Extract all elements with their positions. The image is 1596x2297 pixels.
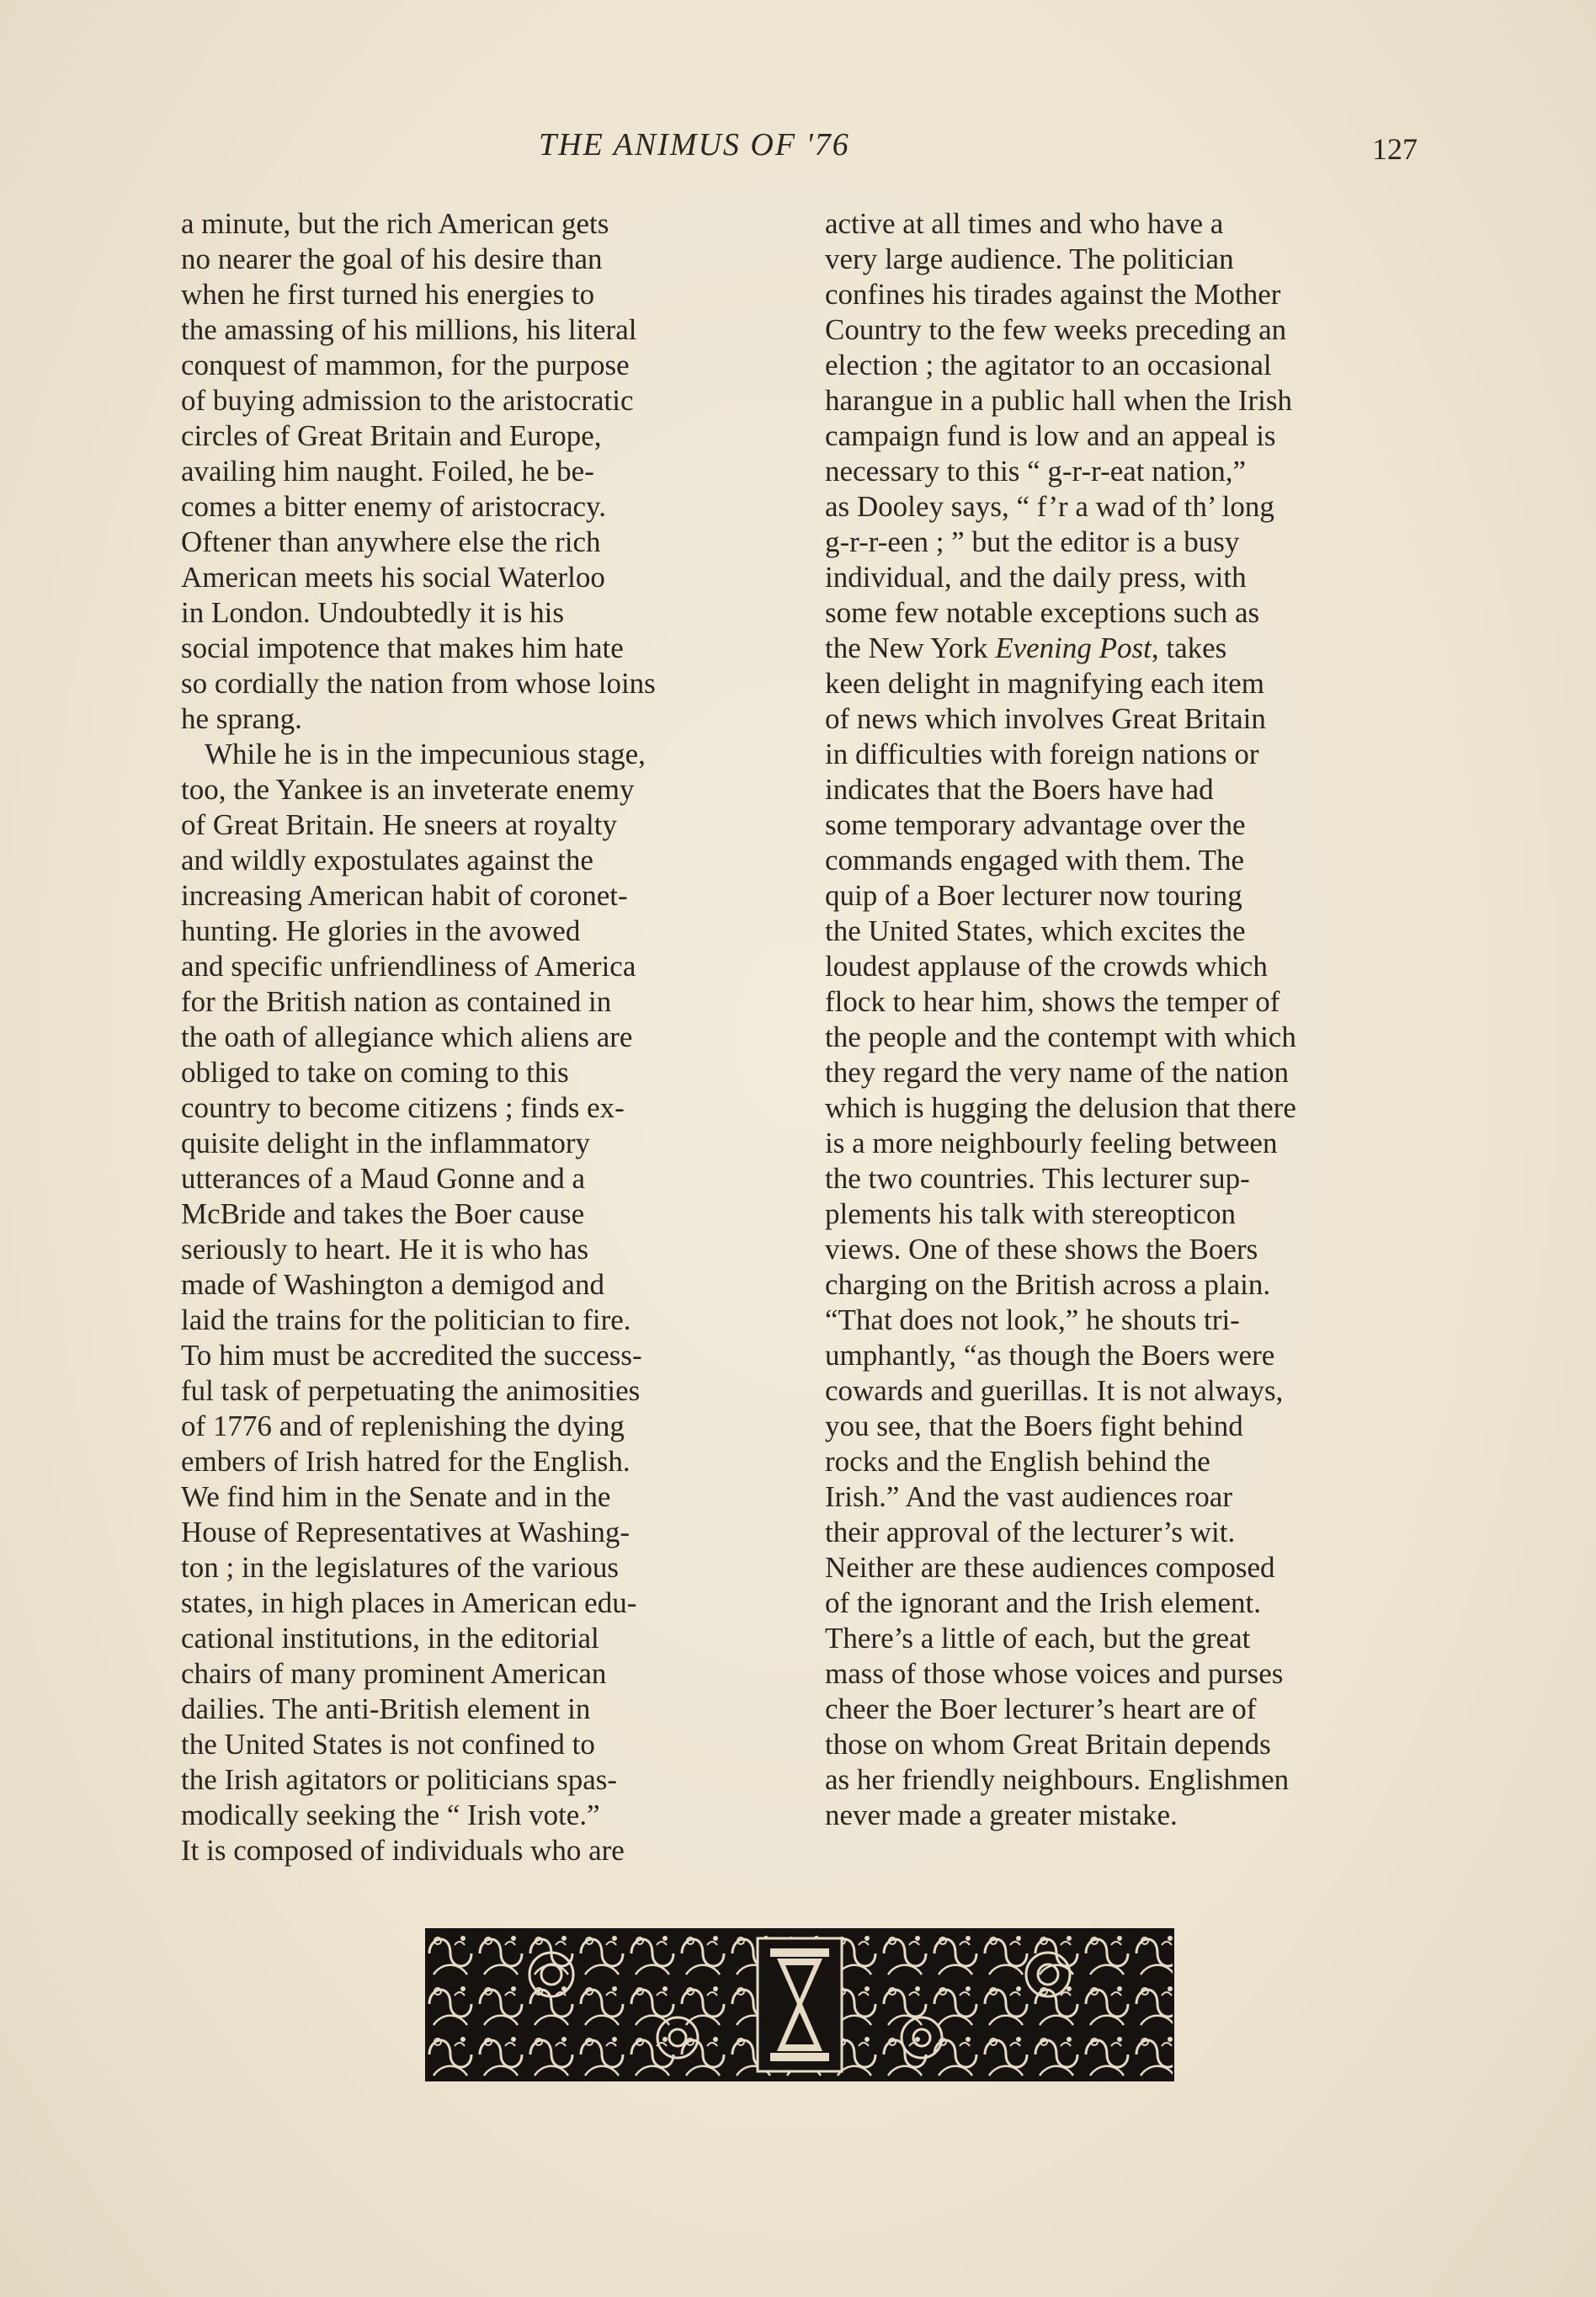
text-line: indicates that the Boers have had: [825, 773, 1214, 806]
text-line: no nearer the goal of his desire than: [181, 242, 603, 275]
text-line: ton ; in the legislatures of the various: [181, 1551, 620, 1584]
hourglass-floral-ornament-icon: [425, 1928, 1174, 2081]
text-line: very large audience. The politician: [825, 242, 1234, 275]
text-line: We find him in the Senate and in the: [181, 1480, 611, 1513]
text-line: as Dooley says, “ f’r a wad of th’ long: [825, 490, 1274, 523]
text-line: their approval of the lecturer’s wit.: [825, 1516, 1236, 1548]
text-line: Oftener than anywhere else the rich: [181, 525, 601, 558]
text-line: never made a greater mistake.: [825, 1799, 1178, 1831]
text-line: harangue in a public hall when the Irish: [825, 384, 1292, 417]
right-text-column: [825, 206, 1424, 1833]
text-line: plements his talk with stereopticon: [825, 1197, 1236, 1230]
text-line: and wildly expostulates against the: [181, 844, 593, 877]
text-line: To him must be accredited the success-: [181, 1339, 642, 1372]
text-line: the United States, which excites the: [825, 914, 1246, 947]
text-line: rocks and the English behind the: [825, 1445, 1210, 1478]
text-line: of Great Britain. He sneers at royalty: [181, 808, 618, 841]
text-line: seriously to heart. He it is who has: [181, 1233, 589, 1266]
text-line: the Irish agitators or politicians spas-: [181, 1763, 618, 1796]
text-line: commands engaged with them. The: [825, 844, 1244, 877]
text-line: of buying admission to the aristocratic: [181, 384, 634, 417]
text-line: and specific unfriendliness of America: [181, 950, 636, 983]
text-line: the people and the contempt with which: [825, 1021, 1296, 1053]
text-line: laid the trains for the politician to fire.: [181, 1303, 631, 1336]
text-line: active at all times and who have a: [825, 207, 1224, 240]
text-line: While he is in the impecunious stage,: [205, 738, 646, 770]
text-line: the New York Evening Post, takes: [825, 632, 1227, 664]
text-line: cational institutions, in the editorial: [181, 1622, 599, 1655]
text-line: you see, that the Boers fight behind: [825, 1410, 1243, 1442]
text-line: umphantly, “as though the Boers were: [825, 1339, 1275, 1372]
text-line: House of Representatives at Washing-: [181, 1516, 630, 1548]
text-line: states, in high places in American edu-: [181, 1586, 637, 1619]
text-line: as her friendly neighbours. Englishmen: [825, 1763, 1290, 1796]
text-line: Irish.” And the vast audiences roar: [825, 1480, 1233, 1513]
page-number: 127: [1372, 132, 1418, 166]
text-line: circles of Great Britain and Europe,: [181, 419, 602, 452]
text-line: of news which involves Great Britain: [825, 702, 1266, 735]
text-line: is a more neighbourly feeling between: [825, 1127, 1278, 1159]
text-line: g-r-r-een ; ” but the editor is a busy: [825, 525, 1240, 558]
text-line: they regard the very name of the nation: [825, 1056, 1290, 1089]
text-line: in London. Undoubtedly it is his: [181, 596, 564, 629]
text-line: cheer the Boer lecturer’s heart are of: [825, 1692, 1257, 1725]
text-line: comes a bitter enemy of aristocracy.: [181, 490, 607, 523]
text-line: utterances of a Maud Gonne and a: [181, 1162, 586, 1195]
text-line: quip of a Boer lecturer now touring: [825, 879, 1242, 912]
text-line: of 1776 and of replenishing the dying: [181, 1410, 625, 1442]
text-line: when he first turned his energies to: [181, 278, 595, 311]
text-line: ful task of perpetuating the animosities: [181, 1374, 641, 1407]
text-line: too, the Yankee is an inveterate enemy: [181, 773, 635, 806]
text-line: increasing American habit of coronet-: [181, 879, 628, 912]
text-line: modically seeking the “ Irish vote.”: [181, 1799, 600, 1831]
text-line: the oath of allegiance which aliens are: [181, 1021, 633, 1053]
left-text-column: [181, 206, 783, 1868]
text-line: which is hugging the delusion that there: [825, 1091, 1296, 1124]
text-line: the two countries. This lecturer sup-: [825, 1162, 1250, 1195]
text-line: cowards and guerillas. It is not always,: [825, 1374, 1284, 1407]
text-line: some few notable exceptions such as: [825, 596, 1260, 629]
text-line: for the British nation as contained in: [181, 985, 612, 1018]
text-line: chairs of many prominent American: [181, 1657, 607, 1690]
text-line: of the ignorant and the Irish element.: [825, 1586, 1262, 1619]
text-line: dailies. The anti-British element in: [181, 1692, 591, 1725]
text-line: “That does not look,” he shouts tri-: [825, 1303, 1240, 1336]
text-line: There’s a little of each, but the great: [825, 1622, 1251, 1655]
text-line: availing him naught. Foiled, he be-: [181, 455, 594, 488]
text-line: some temporary advantage over the: [825, 808, 1246, 841]
text-line: mass of those whose voices and purses: [825, 1657, 1284, 1690]
text-line: views. One of these shows the Boers: [825, 1233, 1258, 1266]
text-line: a minute, but the rich American gets: [181, 207, 609, 240]
text-line: obliged to take on coming to this: [181, 1056, 569, 1089]
text-line: loudest applause of the crowds which: [825, 950, 1268, 983]
text-line: flock to hear him, shows the temper of: [825, 985, 1280, 1018]
text-line: campaign fund is low and an appeal is: [825, 419, 1276, 452]
text-line: confines his tirades against the Mother: [825, 278, 1281, 311]
text-line: the United States is not confined to: [181, 1728, 595, 1761]
running-head: [0, 126, 1596, 177]
text-line: he sprang.: [181, 702, 302, 735]
text-line: Neither are these audiences composed: [825, 1551, 1275, 1584]
text-line: those on whom Great Britain depends: [825, 1728, 1271, 1761]
text-line: country to become citizens ; finds ex-: [181, 1091, 625, 1124]
text-line: the amassing of his millions, his literal: [181, 313, 637, 346]
text-line: necessary to this “ g-r-r-eat nation,”: [825, 455, 1247, 488]
running-title: THE ANIMUS OF '76: [539, 127, 850, 163]
text-line: McBride and takes the Boer cause: [181, 1197, 585, 1230]
text-line: hunting. He glories in the avowed: [181, 914, 581, 947]
text-line: election ; the agitator to an occasional: [825, 349, 1272, 381]
text-line: so cordially the nation from whose loins: [181, 667, 656, 700]
text-line: It is composed of individuals who are: [181, 1834, 625, 1867]
text-line: conquest of mammon, for the purpose: [181, 349, 630, 381]
text-line: charging on the British across a plain.: [825, 1268, 1271, 1301]
text-line: social impotence that makes him hate: [181, 632, 624, 664]
text-line: Country to the few weeks preceding an: [825, 313, 1287, 346]
text-line: quisite delight in the inflammatory: [181, 1127, 591, 1159]
text-line: embers of Irish hatred for the English.: [181, 1445, 630, 1478]
text-line: individual, and the daily press, with: [825, 561, 1247, 594]
text-line: keen delight in magnifying each item: [825, 667, 1264, 700]
text-line: in difficulties with foreign nations or: [825, 738, 1259, 770]
text-line: made of Washington a demigod and: [181, 1268, 604, 1301]
text-line: American meets his social Waterloo: [181, 561, 605, 594]
